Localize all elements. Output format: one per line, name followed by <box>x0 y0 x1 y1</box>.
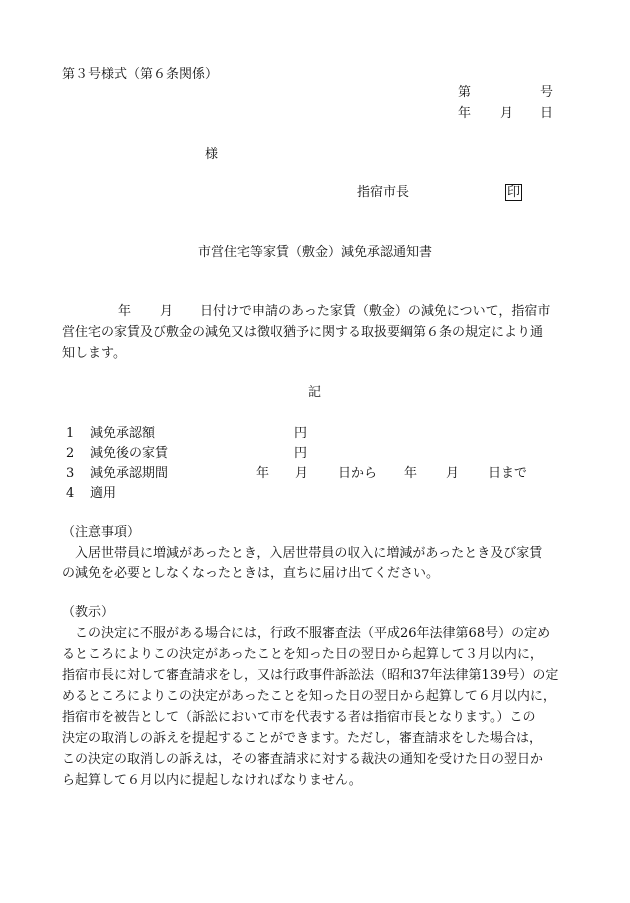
notes-line-1: 入居世帯員に増減があったとき，入居世帯員の収入に増減があったとき及び家賃 <box>75 546 543 561</box>
page-title: 市営住宅等家賃（敷金）減免承認通知書 <box>197 245 432 260</box>
instruction-line-2: るところによりこの決定があったことを知った日の翌日から起算して３月以内に， <box>62 647 543 662</box>
doc-number-prefix: 第 <box>458 85 472 100</box>
date-day: 日 <box>540 106 554 121</box>
item-3-from-day: 日から <box>338 466 378 481</box>
item-3-number: 3 <box>66 466 75 481</box>
item-2-number: 2 <box>66 446 75 461</box>
issuer-title: 指宿市長 <box>357 185 410 200</box>
seal-label: 印 <box>507 185 521 200</box>
instruction-line-3: 指宿市長に対して審査請求をし，又は行政事件訴訟法（昭和37年法律第139号）の定 <box>62 668 559 683</box>
item-3-from-month: 月 <box>295 466 309 481</box>
item-3-label: 減免承認期間 <box>90 466 169 481</box>
item-3-to-year: 年 <box>404 466 418 481</box>
item-1-number: 1 <box>66 426 75 441</box>
addressee-honorific: 様 <box>205 147 219 162</box>
item-2-label: 減免後の家賃 <box>90 446 169 461</box>
item-4-label: 適用 <box>90 486 117 501</box>
doc-number-suffix: 号 <box>540 85 554 100</box>
form-number: 第３号様式（第６条関係） <box>62 67 219 82</box>
body-year: 年 <box>118 304 132 319</box>
instruction-line-6: 決定の取消しの訴えを提起することができます。ただし，審査請求をした場合は， <box>62 731 542 746</box>
instruction-line-4: めるところによりこの決定があったことを知った日の翌日から起算して６月以内に， <box>62 689 556 704</box>
item-4-number: 4 <box>66 486 75 501</box>
notes-heading: （注意事項） <box>62 525 141 540</box>
notes-line-2: の減免を必要としなくなったときは，直ちに届け出てください。 <box>62 566 440 581</box>
seal-mark <box>505 184 522 201</box>
item-1-unit: 円 <box>294 426 308 441</box>
item-2-unit: 円 <box>294 446 308 461</box>
body-line-2: 営住宅の家賃及び敷金の減免又は徴収猶予に関する取扱要綱第６条の規定により通 <box>62 325 544 340</box>
date-month: 月 <box>500 106 514 121</box>
instruction-heading: （教示） <box>62 605 115 620</box>
item-3-from-year: 年 <box>256 466 270 481</box>
body-line-3: 知します。 <box>62 346 126 361</box>
date-year: 年 <box>458 106 472 121</box>
item-3-to-day: 日まで <box>488 466 528 481</box>
instruction-line-1: この決定に不服がある場合には，行政不服審査法（平成26年法律第68号）の定め <box>75 626 551 641</box>
body-line-1: 日付けで申請のあった家賃（敷金）の減免について，指宿市 <box>200 304 551 319</box>
item-1-label: 減免承認額 <box>90 426 156 441</box>
instruction-line-7: この決定の取消しの訴えは，その審査請求に対する裁決の通知を受けた日の翌日か <box>62 752 544 767</box>
instruction-line-5: 指宿市を被告として（訴訟において市を代表する者は指宿市長となります。）この <box>62 710 536 725</box>
instruction-line-8: ら起算して６月以内に提起しなければなりません。 <box>62 773 362 788</box>
item-3-to-month: 月 <box>446 466 460 481</box>
body-month: 月 <box>160 304 174 319</box>
ki-marker: 記 <box>308 385 322 400</box>
